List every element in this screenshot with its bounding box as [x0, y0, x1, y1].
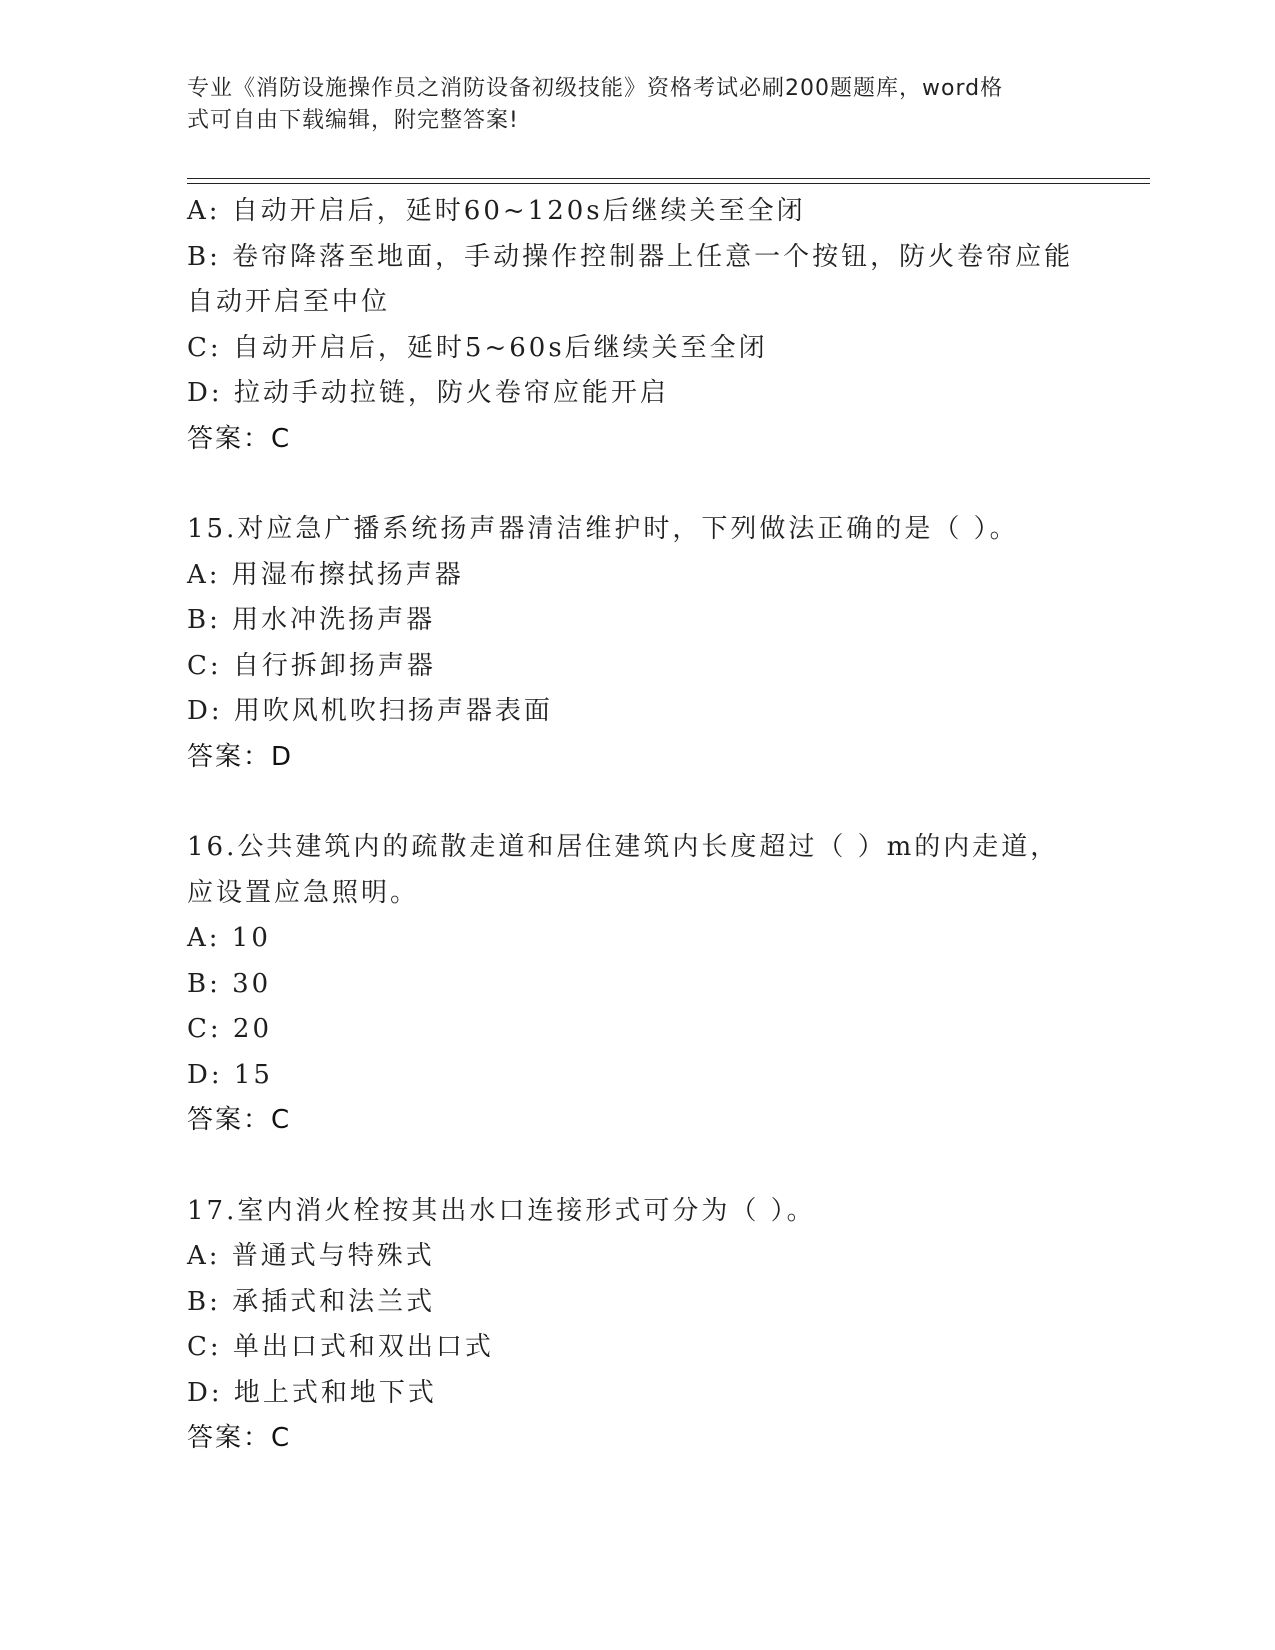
option-b: B: 承插式和法兰式	[187, 1286, 436, 1317]
question-text: 17.室内消火栓按其出水口连接形式可分为（ ）。	[187, 1195, 816, 1226]
question-16	[187, 825, 1087, 1144]
option-c: C: 自行拆卸扬声器	[187, 650, 436, 681]
option-a: A: 用湿布擦拭扬声器	[187, 559, 464, 590]
option-b: B: 卷帘降落至地面，手动操作控制器上任意一个按钮，防火卷帘应能	[187, 241, 1074, 272]
option-b: B: 30	[187, 968, 272, 999]
option-a: A: 普通式与特殊式	[187, 1241, 435, 1271]
option-d: D: 地上式和地下式	[187, 1377, 437, 1408]
header-line-2: 式可自由下载编辑，附完整答案!	[187, 108, 519, 133]
question-15	[187, 507, 1087, 780]
option-b-continued: 自动开启至中位	[187, 287, 391, 317]
question-content	[187, 189, 1087, 1462]
option-b: B: 用水冲洗扬声器	[187, 605, 436, 635]
option-a: A: 自动开启后，延时60~120s后继续关至全闭	[187, 196, 806, 226]
option-c: C: 20	[187, 1014, 273, 1044]
question-text-line-1: 16.公共建筑内的疏散走道和居住建筑内长度超过（ ）m的内走道，	[187, 832, 1060, 862]
prev-question-block	[187, 189, 1087, 462]
answer-line: 答案：C	[187, 423, 292, 454]
answer-line: 答案：C	[187, 1423, 292, 1453]
option-c: C: 自动开启后，延时5~60s后继续关至全闭	[187, 332, 768, 363]
header-line-1: 专业《消防设施操作员之消防设备初级技能》资格考试必刷200题题库，word格	[187, 76, 1004, 101]
option-c: C: 单出口式和双出口式	[187, 1332, 494, 1362]
header-rule-top	[187, 178, 1150, 179]
question-text: 15.对应急广播系统扬声器清洁维护时，下列做法正确的是（ ）。	[187, 514, 1019, 544]
answer-line: 答案：C	[187, 1105, 292, 1135]
question-text-line-2: 应设置应急照明。	[187, 877, 420, 908]
answer-line: 答案：D	[187, 741, 294, 772]
document-header	[187, 73, 1067, 137]
header-rule-bottom	[187, 183, 1150, 184]
option-d: D: 15	[187, 1059, 273, 1090]
option-d: D: 用吹风机吹扫扬声器表面	[187, 696, 553, 726]
option-d: D: 拉动手动拉链，防火卷帘应能开启	[187, 378, 669, 408]
option-a: A: 10	[187, 923, 271, 953]
question-17	[187, 1189, 1087, 1462]
